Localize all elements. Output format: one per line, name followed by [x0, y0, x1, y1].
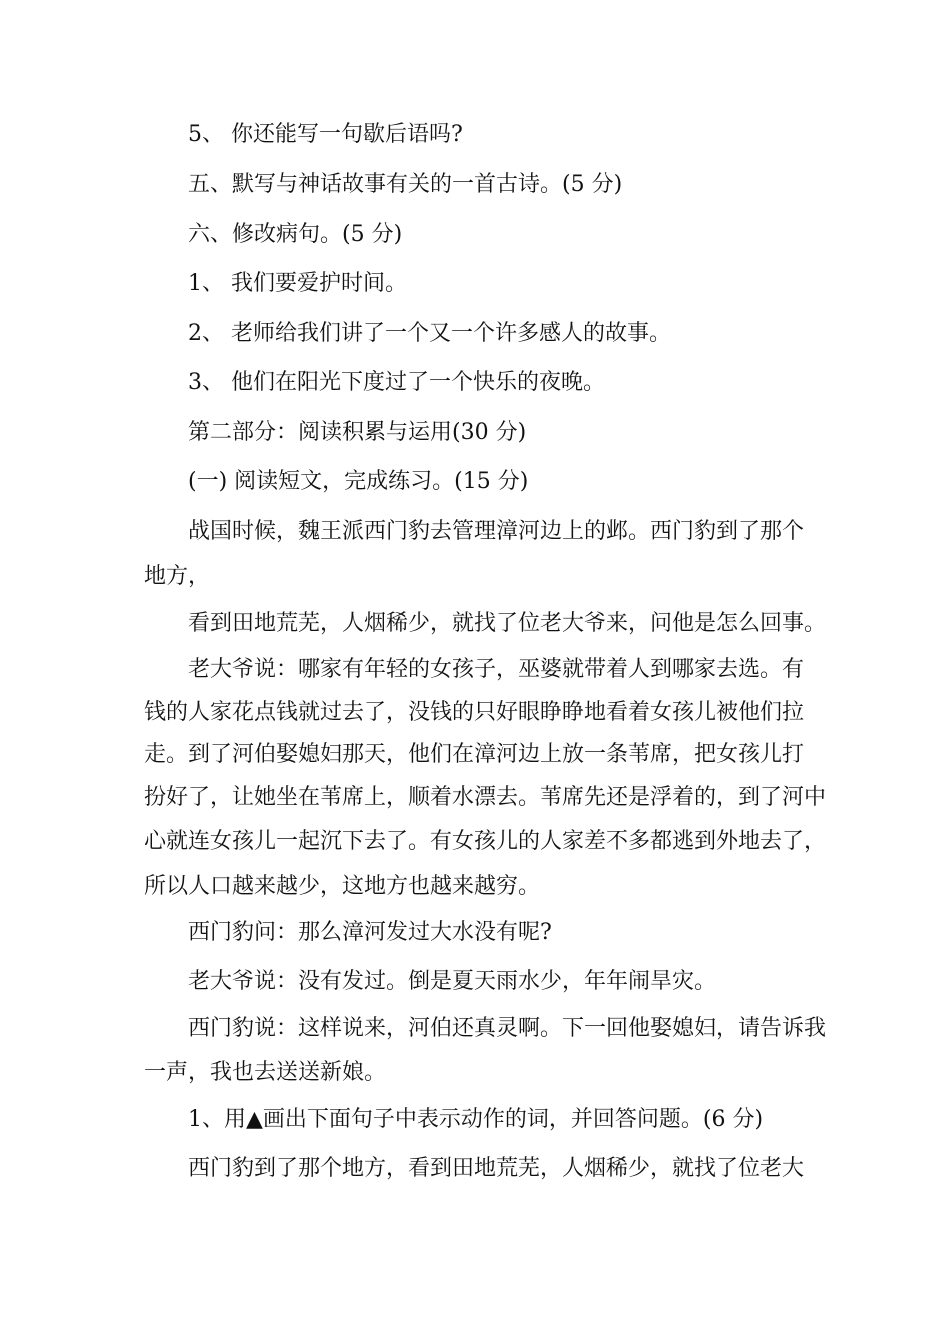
passage-line: 老大爷说：哪家有年轻的女孩子，巫婆就带着人到哪家去选。有 [188, 657, 805, 682]
passage-line: 地方， [144, 564, 211, 589]
sentence-1: 1、 我们要爱护时间。 [188, 271, 407, 296]
part-2-heading: 第二部分：阅读积累与运用(30 分) [188, 420, 527, 445]
passage-line: 所以人口越来越少，这地方也越来越穷。 [144, 874, 541, 899]
sentence-2: 2、 老师给我们讲了一个又一个许多感人的故事。 [188, 321, 671, 346]
question-5-xiehouyu: 5、 你还能写一句歇后语吗? [188, 122, 463, 147]
passage-line: 看到田地荒芜，人烟稀少，就找了位老大爷来，问他是怎么回事。 [188, 611, 827, 636]
reading-1-heading: (一) 阅读短文，完成练习。(15 分) [188, 469, 529, 494]
passage-line: 战国时候，魏王派西门豹去管理漳河边上的邺。西门豹到了那个 [188, 519, 805, 544]
passage-line: 老大爷说：没有发过。倒是夏天雨水少，年年闹旱灾。 [188, 969, 717, 994]
passage-line: 一声，我也去送送新娘。 [144, 1060, 387, 1085]
question-1-sentence: 西门豹到了那个地方，看到田地荒芜，人烟稀少，就找了位老大 [188, 1156, 805, 1181]
sentence-3: 3、 他们在阳光下度过了一个快乐的夜晚。 [188, 370, 605, 395]
passage-line: 走。到了河伯娶媳妇那天，他们在漳河边上放一条苇席，把女孩儿打 [144, 742, 805, 767]
passage-line: 钱的人家花点钱就过去了，没钱的只好眼睁睁地看着女孩儿被他们拉 [144, 700, 805, 725]
section-5-heading: 五、默写与神话故事有关的一首古诗。(5 分) [188, 172, 623, 197]
section-6-heading: 六、修改病句。(5 分) [188, 222, 403, 247]
passage-line: 西门豹问：那么漳河发过大水没有呢? [188, 920, 552, 945]
question-1-heading: 1、用▲画出下面句子中表示动作的词，并回答问题。(6 分) [188, 1107, 764, 1132]
passage-line: 西门豹说：这样说来，河伯还真灵啊。下一回他娶媳妇，请告诉我 [188, 1016, 827, 1041]
passage-line: 扮好了，让她坐在苇席上，顺着水漂去。苇席先还是浮着的，到了河中 [144, 785, 827, 810]
passage-line: 心就连女孩儿一起沉下去了。有女孩儿的人家差不多都逃到外地去了， [144, 829, 827, 854]
